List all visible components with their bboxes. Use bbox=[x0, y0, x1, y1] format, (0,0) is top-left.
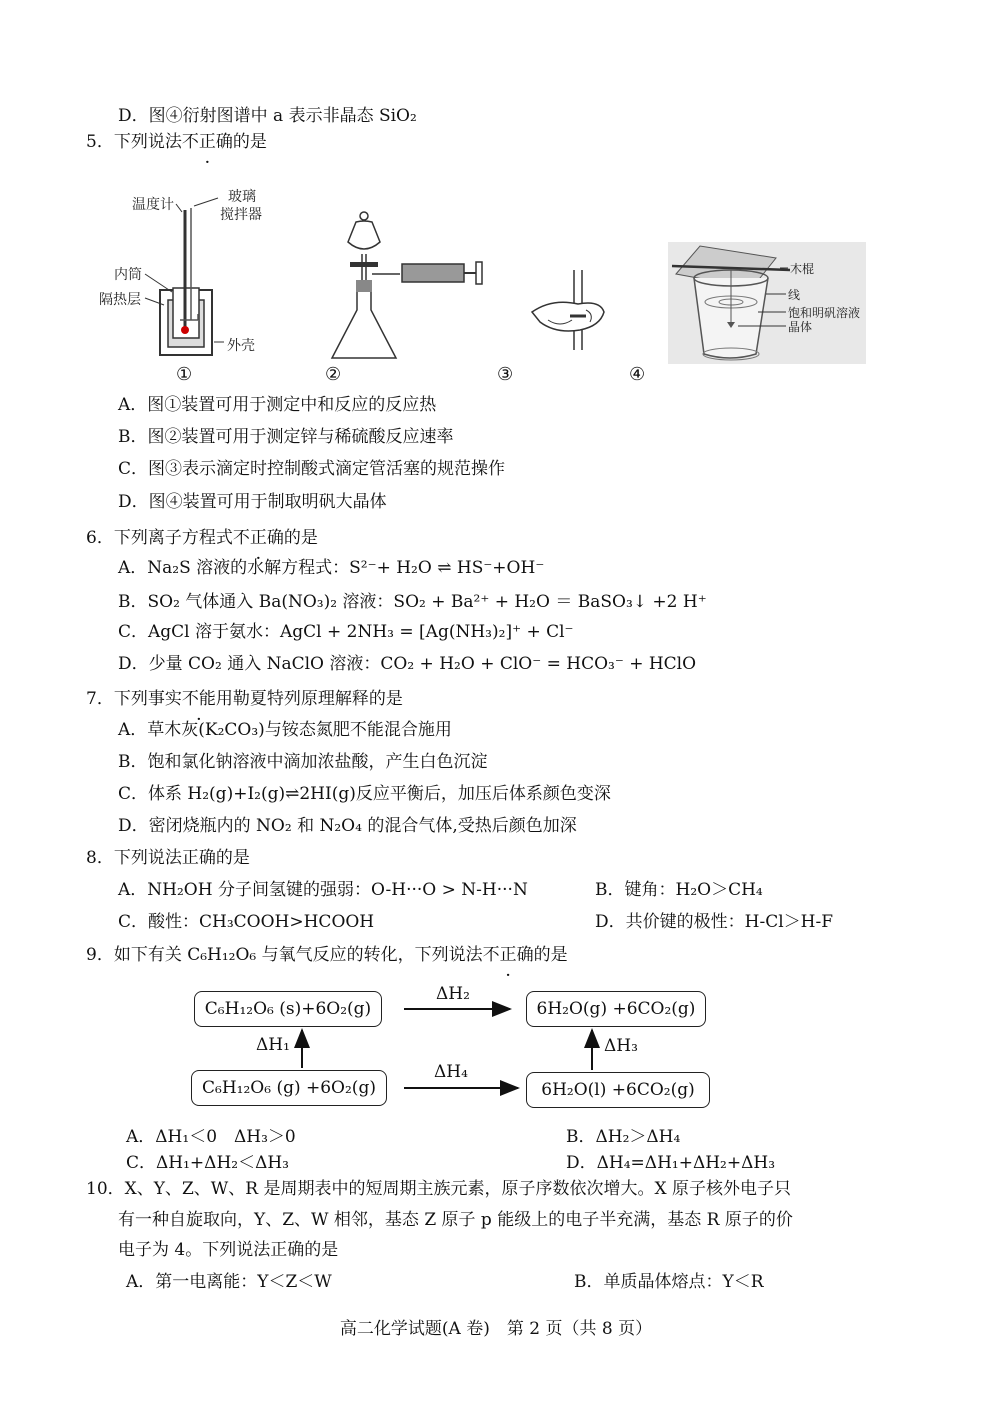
figure-number-4: ④ bbox=[629, 364, 646, 385]
q7-option-a: A．草木灰(K₂CO₃)与铵态氮肥不能混合施用 bbox=[118, 720, 452, 740]
q10-line-1: 10．X、Y、Z、W、R 是周期表中的短周期主族元素，原子序数依次增大。X 原子核外电子只 bbox=[86, 1179, 791, 1199]
q6-option-d: D．少量 CO₂ 通入 NaClO 溶液：CO₂ + H₂O + ClO⁻ = HCO₃⁻ + HClO bbox=[118, 654, 697, 674]
crystal-beaker-figure bbox=[668, 242, 866, 364]
figure-number-2: ② bbox=[325, 364, 342, 385]
label-dh2: ΔH₂ bbox=[436, 984, 470, 1004]
q7-option-c: C．体系 H₂(g)+I₂(g)⇌2HI(g)反应平衡后，加压后体系颜色变深 bbox=[118, 784, 611, 804]
q7-stem bbox=[86, 687, 403, 711]
q10-option-b: B．单质晶体熔点：Y＜R bbox=[574, 1272, 764, 1292]
q9-prefix: 9．如下有关 C₆H₁₂O₆ 与氧气反应的转化，下列说法 bbox=[86, 945, 483, 965]
q5-option-b: B．图②装置可用于测定锌与稀硫酸反应速率 bbox=[118, 427, 454, 447]
q5-option-d: D．图④装置可用于制取明矾大晶体 bbox=[118, 492, 387, 512]
q9-option-c: C．ΔH₁+ΔH₂＜ΔH₃ bbox=[126, 1153, 290, 1173]
q9-arrows bbox=[0, 980, 992, 1110]
box-reactants-gas: C₆H₁₂O₆ (g) +6O₂(g) bbox=[191, 1070, 387, 1106]
q5-suffix: 的是 bbox=[232, 132, 267, 152]
q9-suffix: 的是 bbox=[533, 945, 568, 965]
q9-emph: 不正确 bbox=[482, 945, 534, 965]
q5-stem bbox=[86, 130, 267, 154]
label-solution: 饱和明矾溶液 bbox=[788, 306, 861, 320]
q6-option-b: B．SO₂ 气体通入 Ba(NO₃)₂ 溶液：SO₂ + Ba²⁺ + H₂O ＝ BaSO₃↓ +2 H⁺ bbox=[118, 592, 707, 612]
q6-option-c: C．AgCl 溶于氨水：AgCl + 2NH₃ = [Ag(NH₃)₂]⁺ + Cl⁻ bbox=[118, 622, 574, 642]
figure-number-3: ③ bbox=[497, 364, 514, 385]
q7-suffix: 用勒夏特列原理解释的是 bbox=[215, 689, 403, 709]
q8-option-c: C．酸性：CH₃COOH>HCOOH bbox=[118, 912, 375, 932]
q6-emph: 不正确 bbox=[232, 528, 284, 548]
q6-suffix: 的是 bbox=[283, 528, 318, 548]
page-footer: 高二化学试题(A 卷) 第 2 页（共 8 页） bbox=[339, 1319, 653, 1339]
burette-hand-figure bbox=[532, 270, 604, 350]
label-thread: 线 bbox=[788, 288, 801, 302]
q7-option-b: B．饱和氯化钠溶液中滴加浓盐酸，产生白色沉淀 bbox=[118, 752, 488, 772]
q9-option-a: A．ΔH₁＜0 ΔH₃＞0 bbox=[126, 1127, 296, 1147]
q6-stem bbox=[86, 526, 318, 550]
q5-option-c: C．图③表示滴定时控制酸式滴定管活塞的规范操作 bbox=[118, 459, 506, 479]
figure-number-1: ① bbox=[176, 364, 193, 385]
label-inner: 内筒 bbox=[114, 267, 142, 283]
q8-stem: 8．下列说法正确的是 bbox=[86, 848, 250, 868]
q10-line-2: 有一种自旋取向，Y、Z、W 相邻，基态 Z 原子 p 能级上的电子半充满，基态 R 原子的价 bbox=[118, 1210, 793, 1230]
label-thermometer: 温度计 bbox=[132, 197, 174, 213]
q8-option-b: B．键角：H₂O＞CH₄ bbox=[595, 880, 763, 900]
label-shell: 外壳 bbox=[227, 338, 255, 354]
label-dh4: ΔH₄ bbox=[434, 1062, 468, 1082]
q6-option-a: A．Na₂S 溶液的水解方程式：S²⁻+ H₂O ⇌ HS⁻+OH⁻ bbox=[118, 558, 545, 578]
box-reactants-solid: C₆H₁₂O₆ (s)+6O₂(g) bbox=[194, 991, 382, 1027]
q7-prefix: 7．下列事实 bbox=[86, 689, 182, 709]
q8-option-d: D．共价键的极性：H-Cl＞H-F bbox=[595, 912, 834, 932]
q10-line-3: 电子为 4。下列说法正确的是 bbox=[118, 1240, 339, 1260]
q5-option-a: A．图①装置可用于测定中和反应的反应热 bbox=[118, 395, 437, 415]
flask-syringe-figure bbox=[332, 212, 482, 358]
q6-prefix: 6．下列离子方程式 bbox=[86, 528, 233, 548]
label-insulation: 隔热层 bbox=[99, 292, 141, 308]
q5-prefix: 5．下列说法 bbox=[86, 132, 182, 152]
q9-stem bbox=[86, 943, 568, 967]
label-crystal: 晶体 bbox=[788, 320, 813, 334]
q9-option-b: B．ΔH₂＞ΔH₄ bbox=[566, 1127, 681, 1147]
q9-option-d: D．ΔH₄=ΔH₁+ΔH₂+ΔH₃ bbox=[566, 1153, 776, 1173]
label-glass: 玻璃 bbox=[228, 189, 256, 205]
q4-option-d: D．图④衍射图谱中 a 表示非晶态 SiO₂ bbox=[118, 106, 417, 126]
q5-emph: 不正确 bbox=[181, 132, 233, 152]
label-stick: 木棍 bbox=[790, 262, 815, 276]
box-products-gas: 6H₂O(g) +6CO₂(g) bbox=[526, 991, 706, 1027]
q8-option-a: A．NH₂OH 分子间氢键的强弱：O-H···O > N-H···N bbox=[118, 880, 528, 900]
calorimeter-figure bbox=[145, 198, 224, 355]
q10-option-a: A．第一电离能：Y＜Z＜W bbox=[126, 1272, 332, 1292]
label-dh3: ΔH₃ bbox=[604, 1036, 638, 1056]
label-dh1: ΔH₁ bbox=[256, 1035, 290, 1055]
box-products-liquid: 6H₂O(l) +6CO₂(g) bbox=[526, 1072, 710, 1108]
q7-emph: 不能 bbox=[181, 689, 216, 709]
q7-option-d: D．密闭烧瓶内的 NO₂ 和 N₂O₄ 的混合气体,受热后颜色加深 bbox=[118, 816, 577, 836]
label-stirrer: 搅拌器 bbox=[220, 207, 262, 223]
